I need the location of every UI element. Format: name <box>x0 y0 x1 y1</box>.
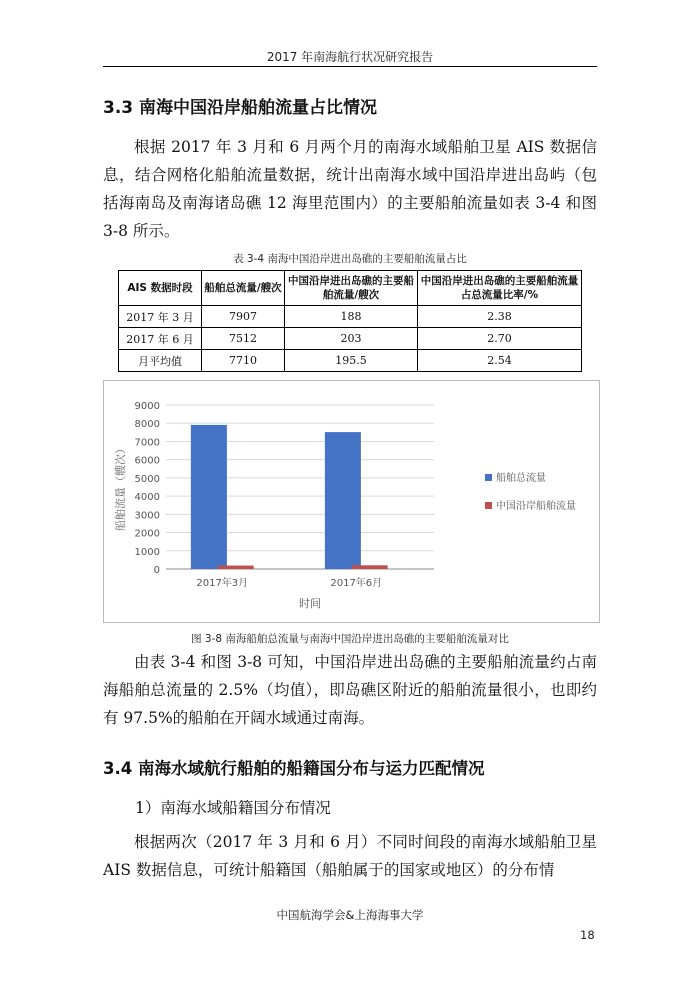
x-tick-label: 2017年6月 <box>330 578 383 589</box>
table-row <box>119 306 582 328</box>
y-tick-label: 1000 <box>134 546 160 558</box>
table-cell: 2017 年 6 月 <box>119 328 202 350</box>
table-header-cell: 中国沿岸进出岛礁的主要船舶流量占总流量比率/% <box>418 271 582 306</box>
table-cell: 195.5 <box>285 350 418 372</box>
table-header-row <box>119 271 582 306</box>
y-tick-label: 9000 <box>134 401 160 412</box>
bar <box>325 432 361 569</box>
running-header: 2017 年南海航行状况研究报告 <box>266 50 434 64</box>
legend-label: 船舶总流量 <box>496 473 546 484</box>
y-tick-label: 0 <box>153 565 160 576</box>
paragraph-nationality: 根据两次（2017 年 3 月和 6 月）不同时间段的南海水域船舶卫星 AIS 数据信息，可统计船籍国（船舶属于的国家或地区）的分布情 <box>103 833 597 879</box>
table-cell: 203 <box>285 328 418 350</box>
y-axis-label: 船舶流量（艘次） <box>114 443 127 531</box>
data-table <box>118 270 582 372</box>
subsection-heading: 1）南海水域船籍国分布情况 <box>135 799 331 817</box>
bar <box>352 565 388 569</box>
page-number: 18 <box>580 928 595 942</box>
y-tick-label: 6000 <box>134 455 160 467</box>
chart-frame <box>103 380 600 623</box>
table-cell: 2017 年 3 月 <box>119 306 202 328</box>
x-axis-label: 时间 <box>299 597 321 610</box>
table-cell: 7710 <box>202 350 285 372</box>
table-cell: 7907 <box>202 306 285 328</box>
table-cell: 7512 <box>202 328 285 350</box>
bar <box>191 425 227 569</box>
y-tick-label: 2000 <box>134 528 160 540</box>
y-tick-label: 4000 <box>134 492 160 504</box>
table-cell: 2.70 <box>418 328 582 350</box>
section-heading-3-4: 3.4 南海水域航行船舶的船籍国分布与运力匹配情况 <box>103 759 485 778</box>
y-tick-label: 8000 <box>134 419 160 431</box>
table-header-cell: 中国沿岸进出岛礁的主要船舶流量/艘次 <box>285 271 418 306</box>
table-cell: 2.38 <box>418 306 582 328</box>
bar <box>218 566 254 569</box>
paragraph-intro: 根据 2017 年 3 月和 6 月两个月的南海水域船舶卫星 AIS 数据信息，结合网格化船舶流量数据，统计出南海水域中国沿岸进出岛屿（包括海南岛及南海诸岛礁 12 海里范围内）的主要船舶流量如表 3-4 和图 3-8 所示。 <box>103 138 597 240</box>
table-row <box>119 350 582 372</box>
table-row <box>119 328 582 350</box>
legend-swatch <box>485 474 492 481</box>
y-tick-label: 7000 <box>134 437 160 449</box>
header-rule <box>103 66 597 67</box>
table-header-cell: 船舶总流量/艘次 <box>202 271 285 306</box>
y-tick-label: 3000 <box>134 510 160 522</box>
table-cell: 188 <box>285 306 418 328</box>
table-caption: 表 3-4 南海中国沿岸进出岛礁的主要船舶流量占比 <box>233 253 467 265</box>
section-heading-3-3: 3.3 南海中国沿岸船舶流量占比情况 <box>103 98 378 118</box>
legend-swatch <box>485 502 492 509</box>
paragraph-conclusion: 由表 3-4 和图 3-8 可知，中国沿岸进出岛礁的主要船舶流量约占南海船舶总流量的 2.5%（均值），即岛礁区附近的船舶流量很小，也即约有 97.5%的船舶在开阔水域通过南海。 <box>103 653 597 727</box>
legend-label: 中国沿岸船舶流量 <box>496 501 576 512</box>
y-tick-label: 5000 <box>134 473 160 485</box>
figure-caption: 图 3-8 南海船舶总流量与南海中国沿岸进出岛礁的主要船舶流量对比 <box>191 633 509 645</box>
table-cell: 2.54 <box>418 350 582 372</box>
x-tick-label: 2017年3月 <box>196 578 249 589</box>
table-header-cell: AIS 数据时段 <box>119 271 202 306</box>
table-cell: 月平均值 <box>119 350 202 372</box>
footer-org: 中国航海学会&上海海事大学 <box>276 908 424 922</box>
bar-chart <box>104 381 599 622</box>
